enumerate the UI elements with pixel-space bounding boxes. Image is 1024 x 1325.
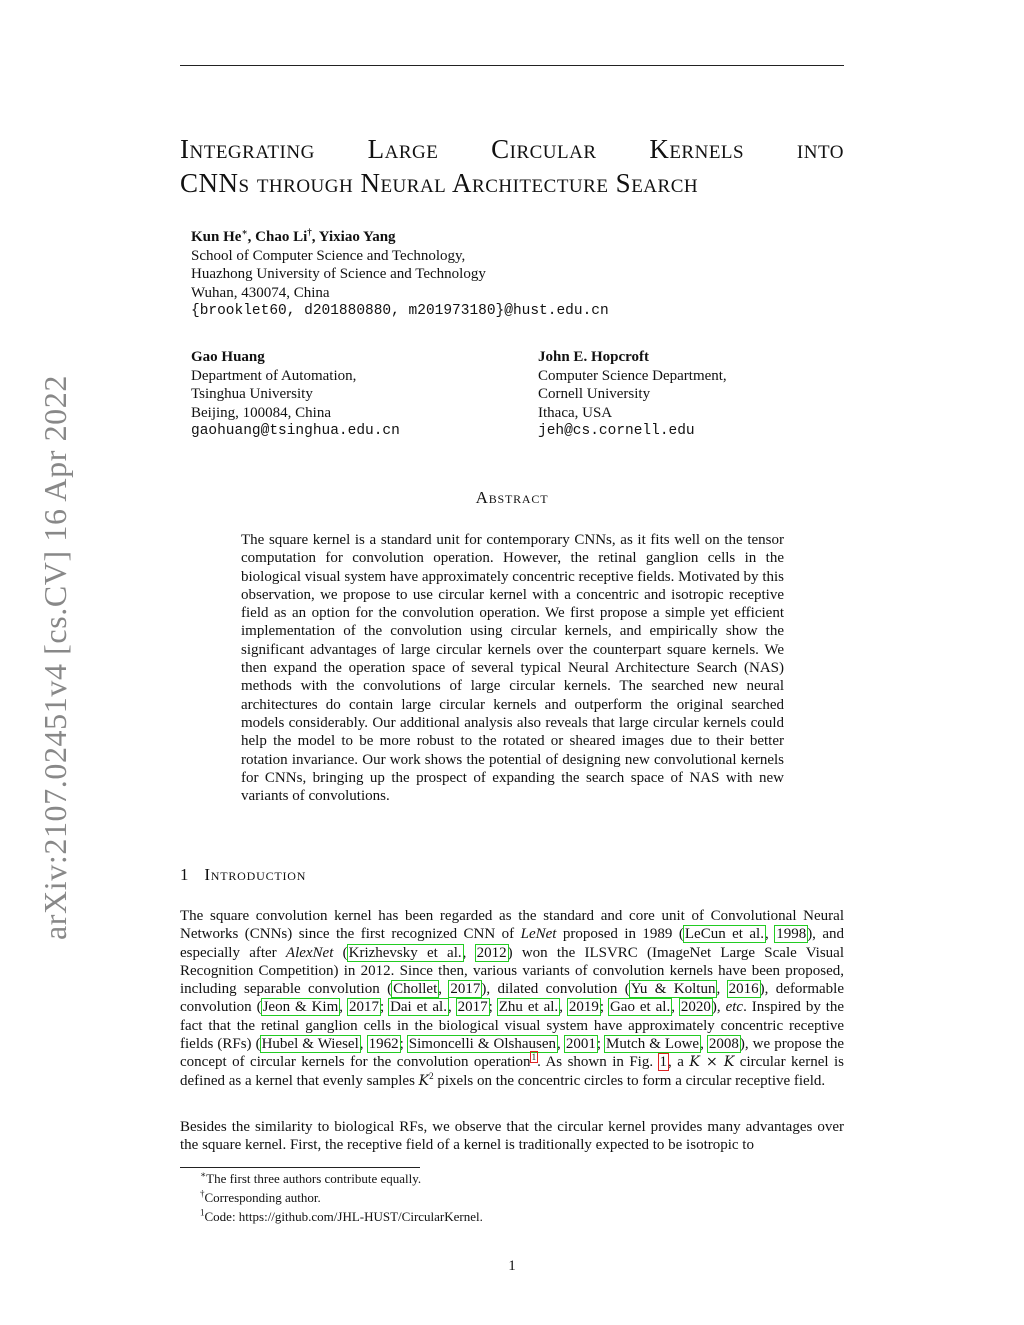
abstract-text: The square kernel is a standard unit for contemporary CNNs, as it fits well on the tensor computation for convolution operation. However, the retinal ganglion cells in the biological visual system have approximately concentric receptive fields. Motivated by this observation, we propose to use circular kernel with a concentric and isotropic receptive field as an option for the convolution operation. We first propose a simple yet efficient implementation of the convolution using circular kernels, and empirically show the significant advantages of large circular kernels over the counterpart square kernels. We then expand the operation space of several typical Neural Architecture Search (NAS) methods with the convolutions of large circular kernels. The searched new neural architectures do contain large circular kernels and outperform the original searched models considerably. Our additional analysis also reveals that large circular kernels could help the model to be more robust to the rotated or sheared images due to their better rotation invariance. Our work shows the potential of designing new convolutional kernels for CNNs, bringing up the prospect of expanding the search space of NAS with new variants of convolutions. [241, 532, 784, 805]
citation-link[interactable]: 2017 [457, 999, 488, 1016]
citation-link[interactable]: Hubel & Wiesel [261, 1036, 359, 1053]
intro-paragraph-2: Besides the similarity to biological RFs, we observe that the circular kernel provides many advantages over the square kernel. First, the receptive field of a kernel is traditionally expected to be isotropic to [180, 1119, 844, 1154]
author-name: John E. Hopcroft [538, 349, 649, 365]
citation-link[interactable]: 2008 [708, 1036, 739, 1053]
citation-link[interactable]: 2016 [728, 981, 759, 998]
affiliation-line: Tsinghua University [191, 386, 313, 402]
affiliation-line: Wuhan, 430074, China [191, 284, 330, 301]
title-word: Integrating [180, 134, 315, 164]
title-word: Large [367, 134, 439, 164]
citation-link[interactable]: Krizhevsky et al. [348, 944, 462, 961]
citation-link[interactable]: 2019 [568, 999, 599, 1016]
title-word: into [796, 134, 844, 164]
citation-link[interactable]: 2012 [476, 944, 507, 961]
figure-link[interactable]: 1 [659, 1054, 668, 1071]
citation-link[interactable]: Yu & Koltun [630, 981, 716, 998]
citation-link[interactable]: Chollet [393, 981, 438, 998]
section-heading-introduction: 1 Introduction [180, 865, 307, 884]
affiliation-line: Beijing, 100084, China [191, 404, 331, 421]
arxiv-stamp: arXiv:2107.02451v4 [cs.CV] 16 Apr 2022 [37, 375, 73, 940]
author-name: Gao Huang [191, 349, 265, 365]
author-block-left [191, 348, 400, 441]
citation-link[interactable]: 1998 [776, 926, 807, 943]
affiliation-line: Ithaca, USA [538, 404, 613, 421]
top-rule [180, 65, 844, 66]
citation-link[interactable]: Gao et al. [609, 999, 671, 1016]
affiliation-line: Department of Automation, [191, 367, 357, 384]
footnote-rule [180, 1167, 420, 1168]
intro-paragraph-1: The square convolution kernel has been regarded as the standard and core unit of Convolutional Neural Networks (CNNs) since the first recognized CNN of LeNet proposed in 1989 (LeCun et al., 1998), and especially after AlexNet (Krizhevsky et al., 2012) won the ILSVRC (ImageNet Large Scale Visual Recognition Competition) in 2012. Since then, various variants of convolution kernels have been proposed, including separable convolution (Chollet, 2017), dilated convolution (Yu & Koltun, 2016), deformable convolution (Jeon & Kim, 2017; Dai et al., 2017; Zhu et al., 2019; Gao et al., 2020), etc. Inspired by the fact that the retinal ganglion cells in the biological visual system have approximately concentric receptive fields (RFs) (Hubel & Wiesel, 1962; Simoncelli & Olshausen, 2001; Mutch & Lowe, 2008), we propose the concept of circular kernels for the convolution operation$^1$. As shown in Fig. 1, a K × K circular kernel is defined as a kernel that evenly samples $K^2$ pixels on the concentric circles to form a circular receptive field. [180, 908, 845, 1089]
citation-link[interactable]: Mutch & Lowe [606, 1036, 700, 1053]
footnote: $^1$Code: https://github.com/JHL-HUST/CircularKernel. [200, 1207, 483, 1224]
affiliation-line: Computer Science Department, [538, 367, 727, 384]
citation-link[interactable]: 1962 [368, 1036, 399, 1053]
author-email: jeh@cs.cornell.edu [538, 423, 695, 439]
paper-title [180, 132, 844, 200]
footnote: †Corresponding author. [200, 1188, 321, 1205]
citation-link[interactable]: Simoncelli & Olshausen [408, 1036, 557, 1053]
author-names: Kun He∗, Chao Li†, Yixiao Yang [191, 227, 396, 245]
citation-link[interactable]: 2017 [348, 999, 379, 1016]
affiliation-line: Cornell University [538, 386, 651, 402]
citation-link[interactable]: 2017 [450, 981, 481, 998]
title-word: Kernels [649, 134, 745, 164]
title-line-2: CNNs through Neural Architecture Search [180, 168, 699, 198]
author-block-main [191, 228, 609, 321]
affiliation-line: Huazhong University of Science and Technology [191, 266, 486, 282]
citation-link[interactable]: Dai et al. [390, 999, 447, 1016]
footnote-link[interactable]: 1 [531, 1052, 537, 1063]
affiliation-line: School of Computer Science and Technology, [191, 247, 466, 264]
citation-link[interactable]: 2020 [680, 999, 711, 1016]
author-email: {brooklet60, d201880880, m201973180}@hust.edu.cn [191, 303, 609, 319]
title-word: Circular [491, 134, 597, 164]
author-block-right [538, 348, 727, 441]
citation-link[interactable]: LeCun et al. [684, 926, 764, 943]
author-email: gaohuang@tsinghua.edu.cn [191, 423, 400, 439]
citation-link[interactable]: 2001 [565, 1036, 596, 1053]
citation-link[interactable]: Zhu et al. [498, 999, 559, 1016]
citation-link[interactable]: Jeon & Kim [262, 999, 339, 1016]
footnote: ∗The first three authors contribute equally. [200, 1169, 422, 1186]
page-number: 1 [508, 1258, 516, 1274]
abstract-heading: Abstract [475, 488, 549, 507]
